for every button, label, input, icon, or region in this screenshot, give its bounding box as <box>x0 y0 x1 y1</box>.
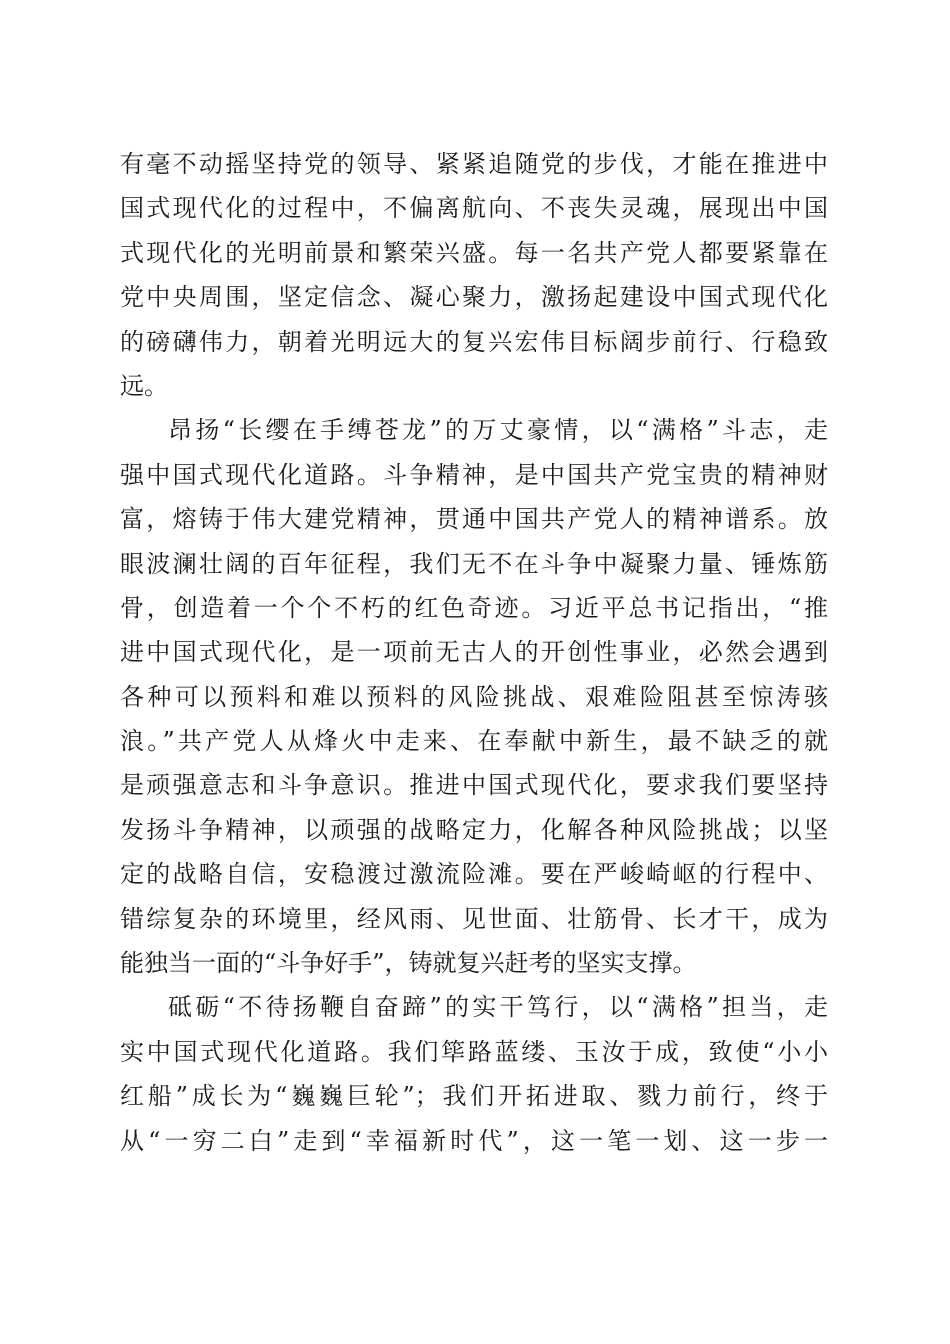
paragraph-line: 发扬斗争精神，以顽强的战略定力，化解各种风险挑战；以坚 <box>120 815 828 844</box>
paragraph-line: 的磅礴伟力，朝着光明远大的复兴宏伟目标阔步前行、行稳致 <box>120 327 828 356</box>
paragraph-line: 红船”成长为“巍巍巨轮”；我们开拓进取、戮力前行，终于 <box>120 1082 828 1111</box>
paragraph-line: 浪。”共产党人从烽火中走来、在奉献中新生，最不缺乏的就 <box>120 727 828 756</box>
paragraph-line: 进中国式现代化，是一项前无古人的开创性事业，必然会遇到 <box>120 638 828 667</box>
paragraph-line: 骨，创造着一个个不朽的红色奇迹。习近平总书记指出，“推 <box>120 593 828 622</box>
paragraph-line: 式现代化的光明前景和繁荣兴盛。每一名共产党人都要紧靠在 <box>120 238 828 267</box>
document-body <box>120 142 828 1163</box>
paragraph-line: 各种可以预料和难以预料的风险挑战、艰难险阻甚至惊涛骇 <box>120 682 828 711</box>
paragraph-line: 远。 <box>120 371 168 400</box>
paragraph-2 <box>120 408 828 985</box>
paragraph-1 <box>120 142 828 408</box>
paragraph-line: 昂扬“长缨在手缚苍龙”的万丈豪情，以“满格”斗志，走 <box>168 416 828 445</box>
paragraph-line: 错综复杂的环境里，经风雨、见世面、壮筋骨、长才干，成为 <box>120 904 828 933</box>
paragraph-3 <box>120 985 828 1163</box>
paragraph-line: 能独当一面的“斗争好手”，铸就复兴赶考的坚实支撑。 <box>120 949 697 978</box>
paragraph-line: 强中国式现代化道路。斗争精神，是中国共产党宝贵的精神财 <box>120 460 828 489</box>
paragraph-line: 国式现代化的过程中，不偏离航向、不丧失灵魂，展现出中国 <box>120 194 828 223</box>
paragraph-line: 是顽强意志和斗争意识。推进中国式现代化，要求我们要坚持 <box>120 771 828 800</box>
paragraph-line: 砥砺“不待扬鞭自奋蹄”的实干笃行，以“满格”担当，走 <box>168 993 828 1022</box>
paragraph-line: 党中央周围，坚定信念、凝心聚力，激扬起建设中国式现代化 <box>120 283 828 312</box>
paragraph-line: 从“一穷二白”走到“幸福新时代”，这一笔一划、这一步一 <box>120 1126 828 1155</box>
paragraph-line: 富，熔铸于伟大建党精神，贯通中国共产党人的精神谱系。放 <box>120 505 828 534</box>
paragraph-line: 定的战略自信，安稳渡过激流险滩。要在严峻崎岖的行程中、 <box>120 860 828 889</box>
paragraph-line: 有毫不动摇坚持党的领导、紧紧追随党的步伐，才能在推进中 <box>120 150 828 178</box>
paragraph-line: 实中国式现代化道路。我们筚路蓝缕、玉汝于成，致使“小小 <box>120 1037 828 1066</box>
paragraph-line: 眼波澜壮阔的百年征程，我们无不在斗争中凝聚力量、锤炼筋 <box>120 549 828 578</box>
